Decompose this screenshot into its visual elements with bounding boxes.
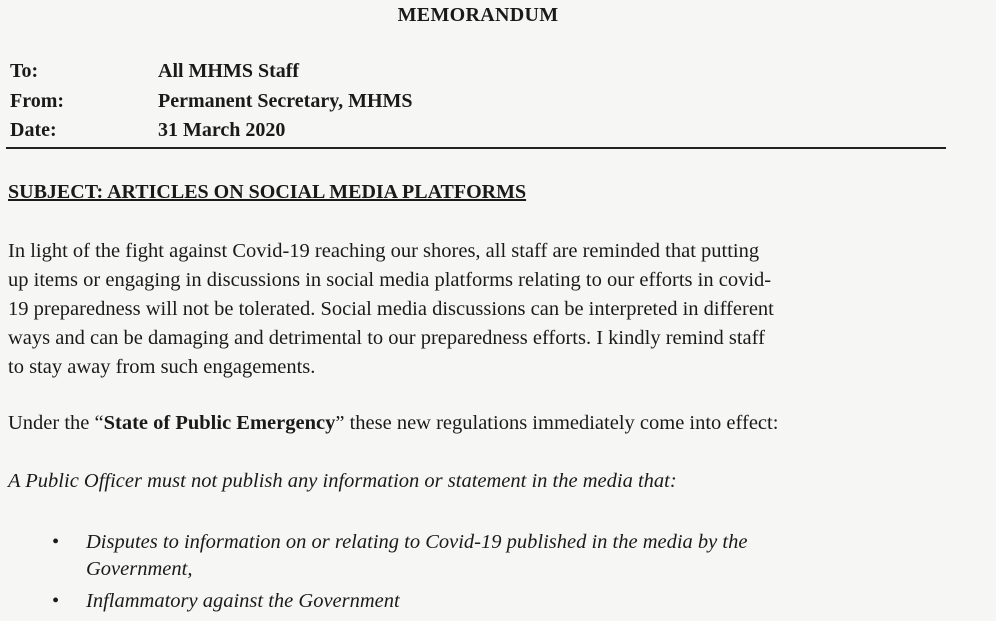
bullet-marker: • [52, 590, 60, 612]
from-label: From: [10, 90, 65, 112]
bullet-text-line: Government, [86, 558, 193, 580]
subject-line: SUBJECT: ARTICLES ON SOCIAL MEDIA PLATFORMS [8, 181, 527, 203]
public-officer-line: A Public Officer must not publish any information or statement in the media that: [8, 470, 677, 492]
paragraph-intro-line: to stay away from such engagements. [8, 356, 316, 378]
bullet-text-line: Disputes to information on or relating to Covid-19 published in the media by the [86, 531, 748, 553]
header-divider [6, 147, 946, 149]
bullet-marker: • [52, 531, 60, 553]
paragraph-intro-line: ways and can be damaging and detrimental to our preparedness efforts. I kindly remind staff [8, 327, 765, 349]
paragraph-regulations [8, 409, 948, 438]
to-label: To: [10, 60, 39, 82]
paragraph-public-officer [8, 467, 948, 496]
regulations-before: Under the “ [8, 412, 104, 434]
bullet-text [86, 588, 946, 615]
memo-title: MEMORANDUM [397, 4, 559, 26]
bullet-item [52, 529, 952, 585]
date-label: Date: [10, 119, 57, 141]
regulations-after: ” these new regulations immediately come into effect: [335, 412, 779, 434]
from-value: Permanent Secretary, MHMS [158, 90, 413, 112]
to-value: All MHMS Staff [158, 60, 300, 82]
paragraph-regulations-line [8, 409, 948, 438]
paragraph-intro-line: In light of the fight against Covid-19 reaching our shores, all staff are reminded that putting [8, 240, 760, 262]
date-value: 31 March 2020 [158, 119, 286, 141]
bullet-item [52, 588, 952, 616]
bullet-text [86, 529, 946, 583]
paragraph-intro-line: 19 preparedness will not be tolerated. Social media discussions can be interpreted in different [8, 298, 774, 320]
paragraph-intro-line: up items or engaging in discussions in social media platforms relating to our efforts in covid- [8, 269, 772, 291]
bullet-text-line: Inflammatory against the Government [86, 590, 400, 612]
state-of-emergency-emphasis: State of Public Emergency [103, 412, 336, 434]
paragraph-intro [8, 237, 948, 382]
